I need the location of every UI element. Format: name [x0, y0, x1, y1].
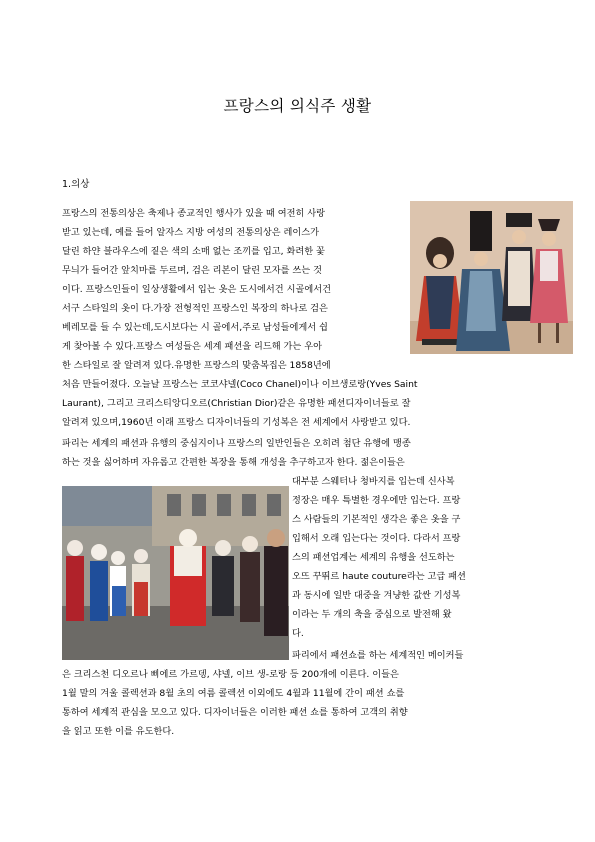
- paragraph-line: 서구 스타일의 옷이 다.가장 전형적인 프랑스인 복장의 하나로 검은: [62, 303, 328, 314]
- paragraph-line: 통하여 세계적 관심을 모으고 있다. 디자이너들은 이러한 패션 쇼를 통하여 고객의 취향: [62, 707, 408, 718]
- paragraph-line: 스의 패션업계는 세계의 유행을 선도하는: [292, 552, 455, 563]
- paragraph-line: 받고 있는데, 예를 들어 알자스 지방 여성의 전통의상은 레이스가: [62, 227, 320, 238]
- paragraph-line: 한 스타일로 잘 알려져 있다.유명한 프랑스의 맞춤복집은 1858년에: [62, 360, 331, 371]
- page-title: 프랑스의 의식주 생활: [223, 97, 372, 115]
- paragraph-line: 파리에서 패션쇼를 하는 세계적인 메이커들: [292, 650, 464, 661]
- paragraph-line: 게 찾아볼 수 있다.프랑스 여성들은 세계 패션을 리드해 가는 우아: [62, 341, 322, 352]
- paragraph-line: 스 사람들의 기본적인 생각은 좋은 옷을 구: [292, 514, 461, 525]
- paragraph-line: 파리는 세계의 패션과 유행의 중심지이나 프랑스의 일반인들은 오히려 첨단 유행에 맹종: [62, 438, 411, 449]
- paragraph-line: 이라는 두 개의 축을 중심으로 발전해 왔: [292, 609, 452, 620]
- paragraph-line: 이다. 프랑스인들이 일상생활에서 입는 옷은 도시에서건 시골에서건: [62, 284, 331, 295]
- paragraph-line: 입해서 오래 입는다는 것이다. 다라서 프랑: [292, 533, 461, 544]
- paragraph-line: 은 크리스천 디오르나 삐에르 가르뎅, 샤넬, 이브 생-로랑 등 200개에 이른다. 이들은: [62, 669, 399, 680]
- paragraph-line: 프랑스의 전통의상은 축제나 종교적인 행사가 있을 때 여전히 사랑: [62, 208, 325, 219]
- paragraph-line: 정장은 매우 특별한 경우에만 입는다. 프랑: [292, 495, 461, 506]
- paragraph-line: 대부분 스웨터나 청바지를 입는데 신사복: [292, 476, 455, 487]
- paragraph-line: 처음 만들어졌다. 오늘날 프랑스는 코코샤넬(Coco Chanel)이나 이브생로랑(Yves Saint: [62, 379, 418, 390]
- paragraph-line: 다.: [292, 628, 304, 639]
- paragraph-line: 무늬가 들어간 앞치마를 두르며, 검은 리본이 달린 모자를 쓰는 것: [62, 265, 322, 276]
- paragraph-line: 베레모를 들 수 있는데,도시보다는 시 골에서,주로 남성들에게서 쉽: [62, 322, 328, 333]
- paragraph-line: 을 읽고 또한 이를 유도한다.: [62, 726, 175, 737]
- paragraph-line: 1월 말의 겨울 콜렉션과 8월 초의 여름 콜렉션 이외에도 4월과 11월에 간이 패션 쇼를: [62, 688, 405, 699]
- section-heading: 1.의상: [62, 179, 90, 190]
- paragraph-line: 알려져 있으며,1960년 이래 프랑스 디자이너들의 기성복은 전 세계에서 사랑받고 있다.: [62, 417, 411, 428]
- paragraph-line: 달린 하얀 블라우스에 짙은 색의 소매 없는 조끼를 입고, 화려한 꽃: [62, 246, 325, 257]
- street-festival-image: [62, 486, 289, 660]
- paragraph-line: 과 동시에 일반 대중을 겨냥한 값싼 기성복: [292, 590, 461, 601]
- traditional-costume-image: [410, 201, 573, 354]
- paragraph-line: 오뜨 꾸뛰르 haute couture라는 고급 패션: [292, 571, 466, 582]
- paragraph-line: 하는 것을 싫어하며 자유롭고 간편한 복장을 통해 개성을 추구하고자 한다. 젊은이들은: [62, 457, 405, 468]
- paragraph-line: Laurant), 그리고 크리스티앙디오르(Christian Dior)같은 유명한 패션디자이너들로 잘: [62, 398, 411, 409]
